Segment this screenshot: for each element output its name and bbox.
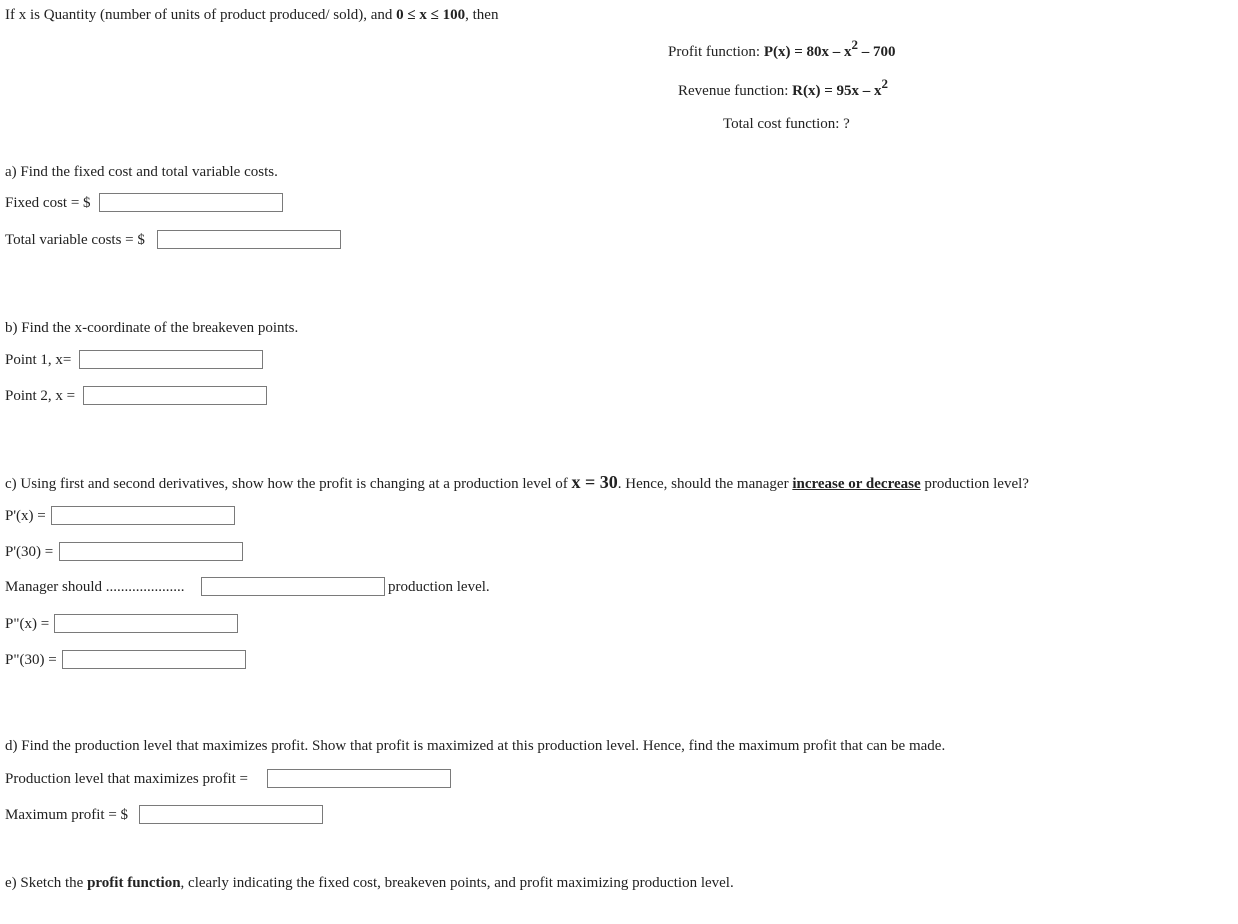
intro-text bbox=[5, 6, 498, 24]
max-level-label: Production level that maximizes profit = bbox=[5, 771, 248, 787]
p2x-input[interactable] bbox=[54, 614, 238, 633]
max-profit-input[interactable] bbox=[139, 805, 323, 824]
part-b-question: b) Find the x-coordinate of the breakeven points. bbox=[5, 320, 299, 336]
increase-or-decrease-emphasis: increase or decrease bbox=[792, 476, 921, 492]
intro-condition: 0 ≤ x ≤ 100 bbox=[396, 7, 466, 23]
part-d-question: d) Find the production level that maximizes profit. Show that profit is maximized at this production level. Hence, find the maximum profit that can be made. bbox=[5, 738, 946, 754]
profit-exponent: 2 bbox=[851, 37, 859, 52]
part-c-question-mid: . Hence, should the manager bbox=[617, 476, 789, 492]
point2-input[interactable] bbox=[83, 386, 267, 405]
revenue-label: Revenue function: bbox=[678, 83, 789, 99]
fixed-cost-input[interactable] bbox=[99, 193, 283, 212]
manager-suffix: production level. bbox=[388, 579, 490, 595]
variable-costs-label: Total variable costs = $ bbox=[5, 232, 145, 248]
profit-label: Profit function: bbox=[668, 44, 761, 60]
intro-post: , then bbox=[465, 7, 499, 23]
production-level-x30: x = 30 bbox=[571, 472, 618, 492]
part-e-post: , clearly indicating the fixed cost, breakeven points, and profit maximizing production level. bbox=[180, 875, 734, 891]
variable-costs-input[interactable] bbox=[157, 230, 341, 249]
part-c-question-post: production level? bbox=[924, 476, 1029, 492]
point1-input[interactable] bbox=[79, 350, 263, 369]
point2-label: Point 2, x = bbox=[5, 388, 76, 404]
p1-30-label: P'(30) = bbox=[5, 544, 54, 560]
p2-30-input[interactable] bbox=[62, 650, 246, 669]
manager-decision-input[interactable] bbox=[201, 577, 385, 596]
part-e-pre: e) Sketch the bbox=[5, 875, 84, 891]
p2x-label: P"(x) = bbox=[5, 616, 50, 632]
p1x-input[interactable] bbox=[51, 506, 235, 525]
p1x-label: P'(x) = bbox=[5, 508, 46, 524]
part-c-question bbox=[5, 473, 1029, 493]
max-profit-label: Maximum profit = $ bbox=[5, 807, 129, 823]
cost-function: Total cost function: ? bbox=[723, 116, 850, 132]
fixed-cost-label: Fixed cost = $ bbox=[5, 195, 91, 211]
profit-function bbox=[668, 37, 896, 61]
revenue-exponent: 2 bbox=[881, 76, 889, 91]
profit-formula-b: – 700 bbox=[858, 44, 896, 60]
revenue-function bbox=[678, 76, 889, 100]
revenue-formula-a: R(x) = 95x – x bbox=[792, 83, 882, 99]
part-c-question-pre: c) Using first and second derivatives, show how the profit is changing at a production level of bbox=[5, 476, 568, 492]
max-level-input[interactable] bbox=[267, 769, 451, 788]
profit-formula-a: P(x) = 80x – x bbox=[763, 44, 852, 60]
profit-function-emphasis: profit function bbox=[87, 875, 181, 891]
part-a-question: a) Find the fixed cost and total variable costs. bbox=[5, 164, 278, 180]
part-e-question bbox=[5, 874, 734, 892]
point1-label: Point 1, x= bbox=[5, 352, 72, 368]
p1-30-input[interactable] bbox=[59, 542, 243, 561]
intro-pre: If x is Quantity (number of units of product produced/ sold), and bbox=[5, 7, 393, 23]
manager-should-label: Manager should ..................... bbox=[5, 579, 185, 595]
p2-30-label: P"(30) = bbox=[5, 652, 57, 668]
